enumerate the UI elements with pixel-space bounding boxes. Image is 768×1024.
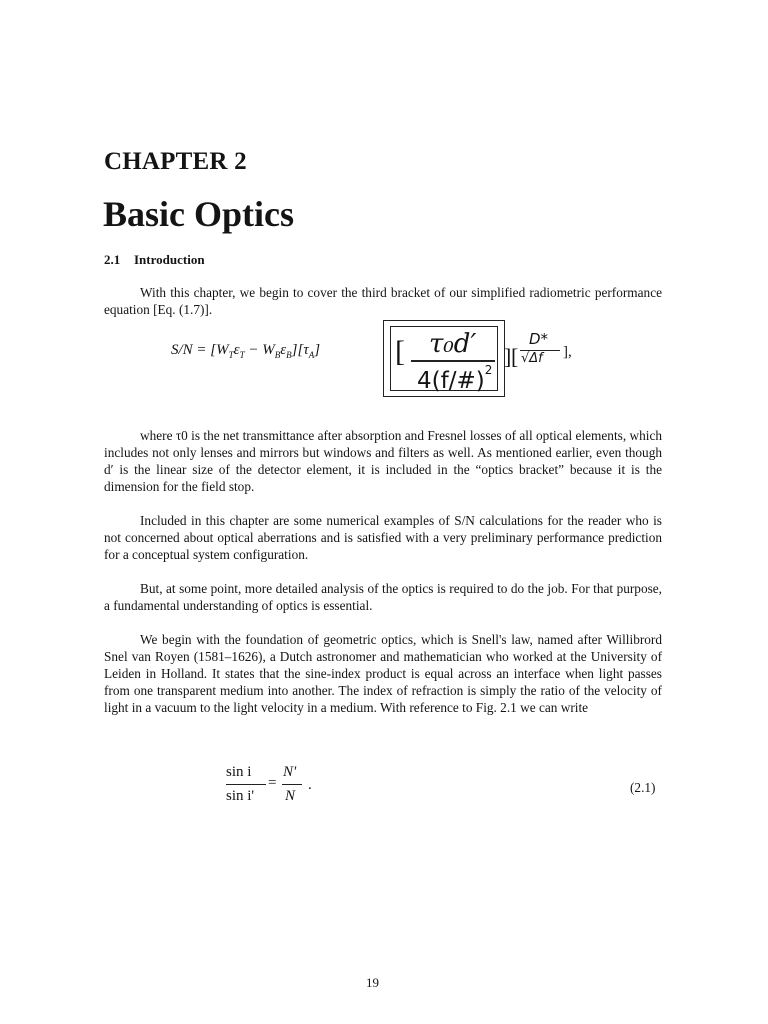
detector-numerator: D* (529, 330, 549, 348)
paragraph-where: where τ0 is the net transmittance after absorption and Fresnel losses of all optical elements, which includes not only lenses and mirrors but windows and filters as well. As mentioned earlier, even though d′ is the linear size of the detector element, it is included in the “optics bracket” because it is the dimension for the field stop. (104, 428, 662, 494)
optics-bracket-outer-box (383, 320, 505, 397)
optics-denominator: 4(f/#)$^2$ (417, 363, 493, 394)
section-heading (104, 252, 205, 268)
detector-denominator: √Δf (521, 351, 543, 366)
snell-lhs-numerator: sin i (226, 764, 252, 780)
paragraph-examples: Included in this chapter are some numerical examples of S/N calculations for the reader who is not concerned about optical aberrations and is satisfied with a very preliminary performance prediction for a conceptual system configuration. (104, 513, 662, 562)
fraction-line (411, 360, 495, 362)
page-number: 19 (366, 975, 379, 990)
optics-bracket-inner-box (390, 326, 498, 394)
section-title: Introduction (134, 252, 205, 267)
section-number: 2.1 (104, 252, 121, 267)
paragraph-snell: We begin with the foundation of geometric optics, which is Snell's law, named after Willibrord Snel van Royen (1581–1626), a Dutch astronomer and mathematician who worked at the University of Leiden in Holland. It states that the sine-index product is equal across an interface when light passes from one transparent medium into another. The index of refraction is simply the ratio of the velocity of light in a vacuum to the light velocity in a medium. With reference to Fig. 2.1 we can write (104, 632, 662, 715)
bracket-open: [ (395, 335, 405, 368)
equals-sign: = (268, 775, 277, 791)
snell-fraction-line-left (226, 784, 266, 785)
snell-lhs-denominator: sin i' (226, 788, 255, 804)
paragraph-intro: With this chapter, we begin to cover the third bracket of our simplified radiometric performance equation [Eq. (1.7)]. (104, 285, 662, 317)
equation-period: . (308, 777, 312, 793)
chapter-title: Basic Optics (103, 194, 295, 234)
chapter-label: CHAPTER 2 (104, 148, 247, 175)
bracket-open-2: [ (511, 344, 519, 369)
sn-equation-left: $S/N = [W_T\varepsilon_T - W_B\varepsilon_B][\tau_A]$ (171, 342, 321, 360)
optics-numerator: τ₀d′ (429, 329, 477, 359)
snell-equation (226, 764, 346, 812)
sn-equation (171, 320, 591, 400)
snell-rhs-numerator: N' (283, 764, 297, 780)
bracket-close-2: ], (563, 344, 572, 360)
snell-rhs-denominator: N (285, 788, 296, 804)
paragraph-analysis: But, at some point, more detailed analysis of the optics is required to do the job. For that purpose, a fundamental understanding of optics is essential. (104, 581, 662, 613)
snell-fraction-line-right (282, 784, 302, 785)
bracket-close: ] (504, 344, 512, 369)
equation-number: (2.1) (630, 780, 656, 795)
